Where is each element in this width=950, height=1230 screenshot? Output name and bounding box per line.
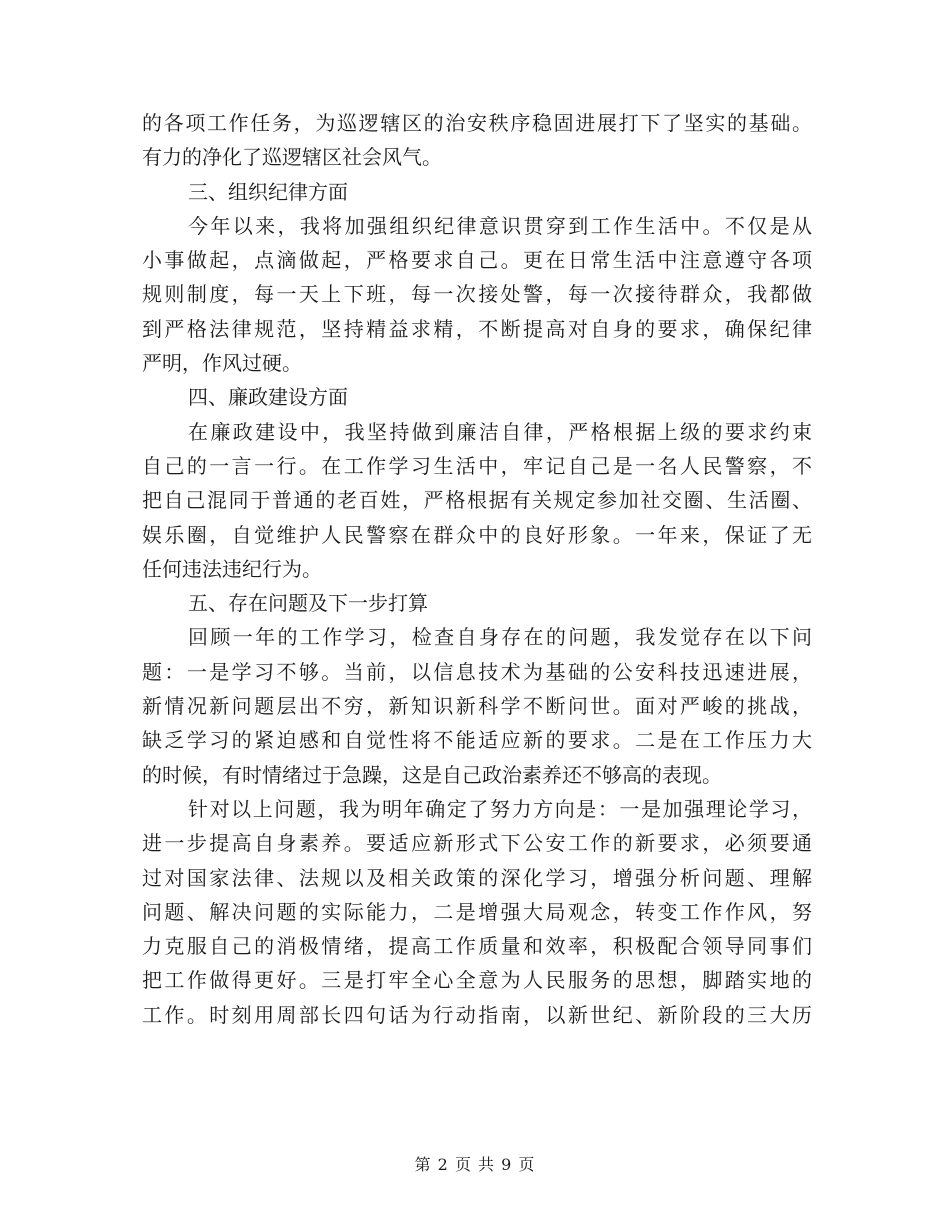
paragraph-line: 任何违法违纪行为。 — [142, 556, 322, 581]
paragraph-line: 过对国家法律、法规以及相关政策的深化学习，增强分析问题、理解 — [142, 865, 812, 890]
paragraph-line: 题：一是学习不够。当前，以信息技术为基础的公安科技迅速进展， — [142, 659, 812, 684]
page-number-footer: 第 2 页 共 9 页 — [414, 1155, 536, 1174]
paragraph-line: 针对以上问题，我为明年确定了努力方向是：一是加强理论学习， — [188, 796, 812, 821]
paragraph-line: 娱乐圈，自觉维护人民警察在群众中的良好形象。一年来，保证了无 — [142, 522, 812, 547]
paragraph-line: 有力的净化了巡逻辖区社会风气。 — [142, 145, 442, 170]
paragraph-line: 进一步提高自身素养。要适应新形式下公安工作的新要求，必须要通 — [142, 831, 812, 856]
paragraph-line: 到严格法律规范，坚持精益求精，不断提高对自身的要求，确保纪律 — [142, 316, 812, 341]
paragraph-line: 缺乏学习的紧迫感和自觉性将不能适应新的要求。二是在工作压力大 — [142, 728, 812, 753]
document-body — [142, 106, 812, 1032]
paragraph-line: 自己的一言一行。在工作学习生活中，牢记自己是一名人民警察，不 — [142, 453, 812, 478]
paragraph-line: 新情况新问题层出不穷，新知识新科学不断问世。面对严峻的挑战， — [142, 694, 812, 719]
paragraph-line: 回顾一年的工作学习，检查自身存在的问题，我发觉存在以下问 — [188, 625, 812, 650]
section-heading: 三、组织纪律方面 — [188, 179, 348, 204]
paragraph-line: 问题、解决问题的实际能力，二是增强大局观念，转变工作作风，努 — [142, 899, 812, 924]
paragraph-line: 工作。时刻用周部长四句话为行动指南，以新世纪、新阶段的三大历 — [142, 1002, 812, 1027]
section-heading: 五、存在问题及下一步打算 — [188, 591, 428, 616]
paragraph-line: 小事做起，点滴做起，严格要求自己。更在日常生活中注意遵守各项 — [142, 248, 812, 273]
paragraph-line: 把自己混同于普通的老百姓，严格根据有关规定参加社交圈、生活圈、 — [142, 488, 812, 513]
section-heading: 四、廉政建设方面 — [188, 385, 348, 410]
paragraph-line: 规则制度，每一天上下班，每一次接处警，每一次接待群众，我都做 — [142, 282, 812, 307]
paragraph-line: 的各项工作任务，为巡逻辖区的治安秩序稳固进展打下了坚实的基础。 — [142, 111, 812, 135]
paragraph-line: 今年以来，我将加强组织纪律意识贯穿到工作生活中。不仅是从 — [188, 213, 812, 238]
paragraph-line: 把工作做得更好。三是打牢全心全意为人民服务的思想，脚踏实地的 — [142, 968, 812, 993]
paragraph-line: 力克服自己的消极情绪，提高工作质量和效率，积极配合领导同事们 — [142, 934, 812, 959]
paragraph-line: 的时候，有时情绪过于急躁，这是自己政治素养还不够高的表现。 — [142, 762, 722, 787]
paragraph-line: 在廉政建设中，我坚持做到廉洁自律，严格根据上级的要求约束 — [188, 419, 812, 444]
paragraph-line: 严明，作风过硬。 — [142, 351, 302, 376]
